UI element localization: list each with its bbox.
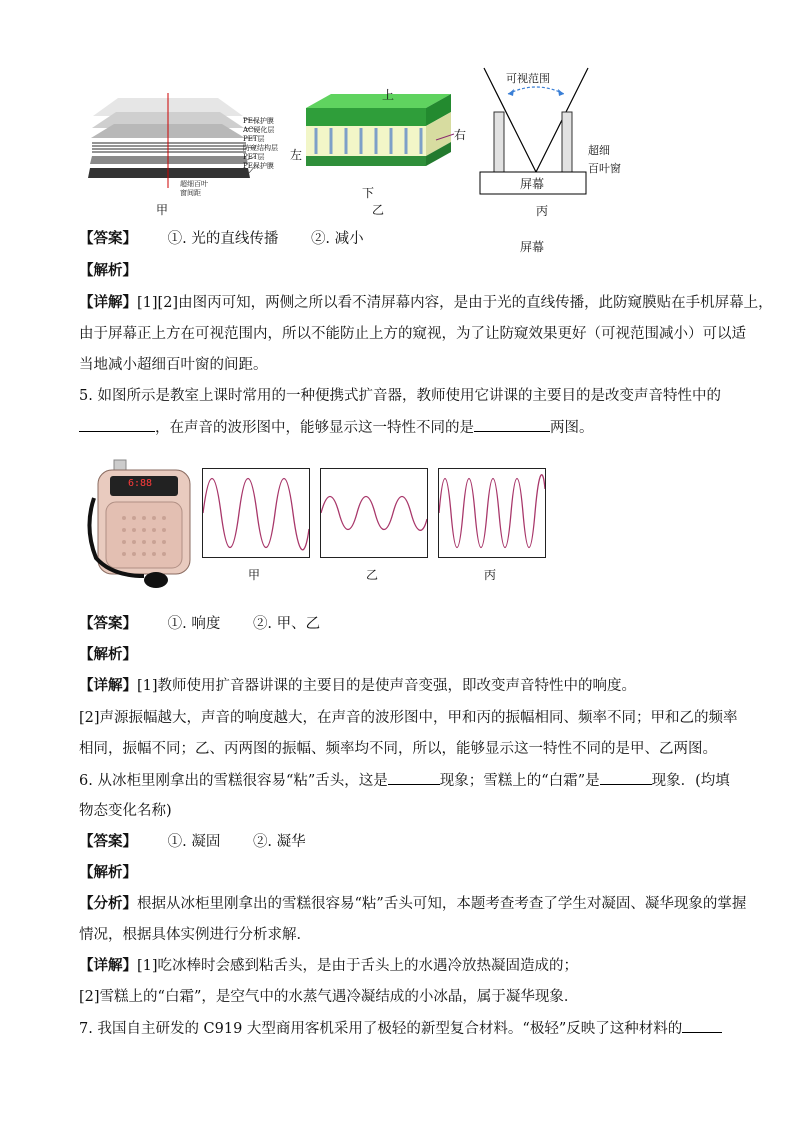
q6-stem-l1 [79, 770, 730, 791]
layer-label-1: PE保护膜 [243, 117, 274, 125]
label-screen: 屏幕 [520, 240, 545, 254]
q4-detail-l1 [79, 293, 773, 313]
q4-ans1: ①. 光的直线传播 [167, 231, 279, 247]
q6-detail-l2: [2]雪糕上的“白霜”，是空气中的水蒸气遇冷凝结成的小冰晶，属于凝华现象． [79, 989, 579, 1005]
q6-detail-text-1: [1]吃冰棒时会感到粘舌头，是由于舌头上的水遇冷放热凝固造成的； [137, 958, 579, 974]
q7-stem-l1 [79, 1018, 722, 1039]
label-bottom: 下 [362, 186, 375, 200]
label-screen-text: 屏幕 [520, 177, 545, 191]
caption-jia: 甲 [156, 203, 169, 217]
waveform-bing [439, 469, 545, 557]
q4-detail-l3: 当地减小超细百叶窗的间距。 [79, 357, 268, 373]
q5-answer-line [79, 614, 320, 634]
layer-label-2: AC硬化层 [243, 126, 275, 134]
layer-label-6: PE保护膜 [243, 162, 274, 170]
wave-box-yi [320, 468, 428, 558]
q6-detail-l1 [79, 956, 578, 976]
layer-label-5: PET层 [243, 153, 265, 161]
q5-stem-l2a: ，在声音的波形图中，能够显示这一特性不同的是 [155, 420, 474, 436]
detail-tag: 【详解】 [79, 958, 137, 974]
q5-detail-l1 [79, 676, 636, 696]
waveform-jia [203, 469, 309, 557]
q7-blank-1[interactable] [682, 1018, 722, 1033]
q6-answer-line [79, 832, 306, 852]
speaker-device [84, 458, 196, 590]
label-louver: 百叶窗 [588, 162, 621, 175]
speaker-display: 6:88 [128, 478, 153, 489]
wave-caption-jia: 甲 [248, 568, 261, 582]
wave-caption-bing: 丙 [484, 568, 497, 582]
figure-yi [286, 86, 476, 218]
q4-detail-text-1: [1][2]由图丙可知，两侧之所以看不清屏幕内容，是由于光的直线传播，此防窥膜贴在手机屏幕上， [137, 295, 773, 311]
figure-bing [476, 62, 636, 254]
q5-blank-1[interactable] [79, 417, 155, 432]
caption-bing: 丙 [536, 204, 549, 218]
q5-stem-l2b: 两图。 [550, 420, 594, 436]
fenxi-tag: 【分析】 [79, 896, 137, 912]
q6-stem-l1c: 现象．(均填 [651, 773, 730, 789]
label-right: 右 [454, 128, 467, 142]
q4-analysis-tag: 【解析】 [79, 263, 137, 279]
q5-stem-l1: 5. 如图所示是教室上课时常用的一种便携式扩音器，教师使用它讲课的主要目的是改变声音特性中的 [79, 388, 721, 404]
q6-ans1: ①. 凝固 [167, 834, 221, 850]
waveform-yi [321, 469, 427, 557]
caption-yi: 乙 [372, 203, 385, 217]
layer-label-4: 防窥结构层 [243, 144, 278, 152]
q6-stem-l1a: 6. 从冰柜里刚拿出的雪糕很容易“粘”舌头，这是 [79, 773, 388, 789]
q6-blank-2[interactable] [600, 770, 652, 785]
label-ultrafine: 超细 [588, 144, 610, 157]
answer-tag: 【答案】 [79, 616, 137, 632]
q6-fenxi-l2: 情况，根据具体实例进行分析求解． [79, 927, 311, 943]
q6-ans2: ②. 凝华 [252, 834, 306, 850]
detail-tag: 【详解】 [79, 678, 137, 694]
q4-answer-line [79, 229, 364, 249]
q6-fenxi-text-1: 根据从冰柜里刚拿出的雪糕很容易“粘”舌头可知，本题考查考查了学生对凝固、凝华现象的掌握 [137, 896, 747, 912]
viewing-angle-diagram [476, 62, 636, 197]
q5-stem-l2 [79, 417, 594, 438]
q6-blank-1[interactable] [388, 770, 440, 785]
q5-detail-l3: 相同，振幅不同；乙、丙两图的振幅、频率均不同，所以，能够显示这一特性不同的是甲、乙两图。 [79, 741, 717, 757]
q6-analysis-tag: 【解析】 [79, 865, 137, 881]
layer-label-3: PET层 [243, 135, 265, 143]
wave-box-jia [202, 468, 310, 558]
louver-label-1: 超细百叶 [180, 180, 208, 188]
q6-fenxi-l1 [79, 894, 746, 914]
answer-tag: 【答案】 [79, 834, 137, 850]
label-left: 左 [290, 148, 303, 162]
q5-analysis-tag: 【解析】 [79, 647, 137, 663]
label-view-range: 可视范围 [506, 72, 550, 85]
q4-ans2: ②. 减小 [310, 231, 364, 247]
answer-tag: 【答案】 [79, 231, 137, 247]
q5-detail-text-1: [1]教师使用扩音器讲课的主要目的是使声音变强，即改变声音特性中的响度。 [137, 678, 637, 694]
q6-stem-l2: 物态变化名称) [79, 803, 172, 819]
wave-box-bing [438, 468, 546, 558]
detail-tag: 【详解】 [79, 295, 137, 311]
q4-detail-l2: 由于屏幕正上方在可视范围内，所以不能防止上方的窥视，为了让防窥效果更好（可视范围减小）可以适 [79, 326, 746, 342]
q5-blank-2[interactable] [474, 417, 550, 432]
figure-jia [78, 88, 278, 218]
q5-ans2: ②. 甲、乙 [252, 616, 321, 632]
wave-caption-yi: 乙 [366, 568, 379, 582]
q5-ans1: ①. 响度 [167, 616, 221, 632]
film-3d-structure-diagram [286, 86, 476, 186]
louver-label-2: 窗间距 [180, 189, 201, 197]
label-top: 上 [382, 88, 395, 102]
q7-stem-text: 7. 我国自主研发的 C919 大型商用客机采用了极轻的新型复合材料。“极轻”反映了这种材料的 [79, 1021, 683, 1037]
q5-detail-l2: [2]声源振幅越大，声音的响度越大，在声音的波形图中，甲和丙的振幅相同、频率不同；甲和乙的频率 [79, 710, 738, 726]
q6-stem-l1b: 现象；雪糕上的“白霜”是 [439, 773, 600, 789]
